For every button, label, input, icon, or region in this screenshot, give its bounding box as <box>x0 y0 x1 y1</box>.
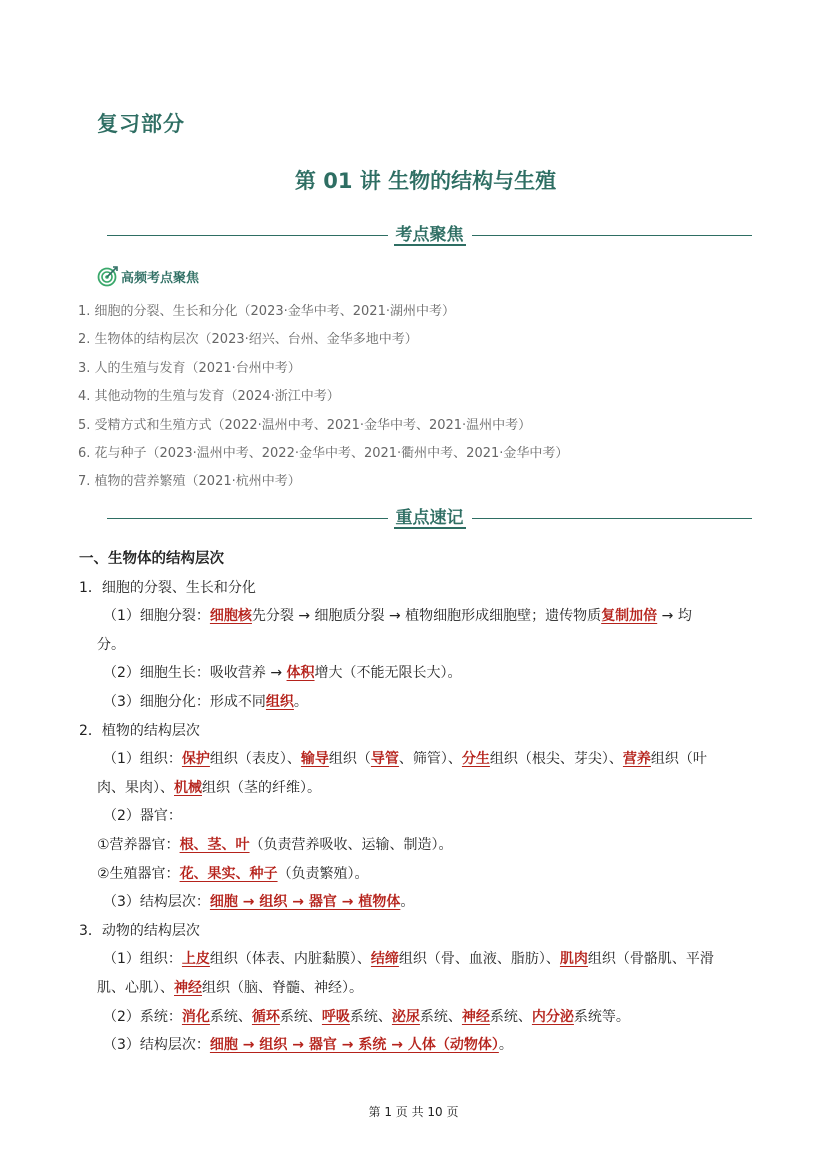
note-text: （3）结构层次： <box>103 1037 210 1054</box>
answer-blank: 上皮 <box>181 951 210 968</box>
note-text: 组织（体表、内脏黏膜）、 <box>209 951 371 968</box>
note-text: （3）结构层次： <box>103 894 210 911</box>
target-icon <box>97 265 119 287</box>
page-footer: 第 1 页 共 10 页 <box>368 1105 459 1119</box>
note-text: → 均 <box>657 608 692 625</box>
note-text: 增大（不能无限长大）。 <box>314 665 462 682</box>
note-line <box>79 688 759 717</box>
section-label: 复习部分 <box>97 112 185 136</box>
answer-blank: 组织 <box>265 693 294 710</box>
part-heading: 一、生物体的结构层次 <box>79 551 224 567</box>
note-text: 系统、 <box>279 1008 322 1025</box>
topic-item: 1. 细胞的分裂、生长和分化（2023·金华中考、2021·湖州中考） <box>78 304 455 319</box>
topic-item: 7. 植物的营养繁殖（2021·杭州中考） <box>78 474 301 490</box>
note-text: （2）系统： <box>103 1008 182 1025</box>
note-text: 。 <box>498 1037 513 1054</box>
note-text: ②生殖器官： <box>97 865 180 882</box>
note-text: 先分裂 → 细胞质分裂 → 植物细胞形成细胞壁；遗传物质 <box>251 608 602 625</box>
note-text: 组织（ <box>328 751 371 768</box>
note-text: （2）细胞生长：吸收营养 → <box>103 665 287 682</box>
answer-blank: 保护 <box>181 751 210 768</box>
note-text: （1）组织： <box>103 951 182 968</box>
note-line <box>79 1031 759 1060</box>
divider-label: 考点聚焦 <box>388 222 472 248</box>
note-text: 组织（脑、脊髓、神经）。 <box>202 979 363 996</box>
note-text: 。 <box>293 693 308 710</box>
note-text: （1）细胞分裂： <box>103 608 210 625</box>
answer-blank: 根、茎、叶 <box>179 836 250 853</box>
answer-blank: 花、果实、种子 <box>179 865 278 882</box>
note-text: 分。 <box>97 636 125 653</box>
answer-blank: 泌尿 <box>391 1008 420 1025</box>
note-text: 、筛管）、 <box>398 751 462 768</box>
note-text: ①营养器官： <box>97 836 180 853</box>
note-text: 。 <box>400 894 415 911</box>
answer-blank: 消化 <box>181 1008 210 1025</box>
subsection-heading: 1．细胞的分裂、生长和分化 <box>79 579 256 596</box>
note-text: 系统、 <box>489 1008 532 1025</box>
answer-blank: 分生 <box>461 751 490 768</box>
note-line <box>79 745 759 774</box>
topic-item: 2. 生物体的结构层次（2023·绍兴、台州、金华多地中考） <box>78 332 418 348</box>
divider-focus <box>107 222 752 248</box>
answer-blank: 循环 <box>251 1008 280 1025</box>
answer-blank: 复制加倍 <box>601 608 658 625</box>
note-text: 肉、果肉）、 <box>97 779 174 796</box>
note-line <box>79 831 759 860</box>
note-text: 系统、 <box>419 1008 462 1025</box>
answer-blank: 导管 <box>370 751 399 768</box>
topic-item: 5. 受精方式和生殖方式（2022·温州中考、2021·金华中考、2021·温州中考） <box>78 417 532 433</box>
note-text: （负责繁殖）。 <box>277 865 369 882</box>
answer-blank: 肌肉 <box>559 951 588 968</box>
answer-blank: 呼吸 <box>321 1008 350 1025</box>
note-line: （2）器官： <box>103 808 182 825</box>
note-line <box>79 602 759 631</box>
note-text: 肌、心肌）、 <box>97 979 174 996</box>
answer-blank: 机械 <box>174 779 202 796</box>
answer-blank: 结缔 <box>370 951 399 968</box>
divider-memory <box>107 505 752 531</box>
notes-body <box>79 545 759 1060</box>
answer-blank: 神经 <box>174 979 202 996</box>
high-frequency-title: 高频考点聚焦 <box>121 270 200 286</box>
note-line <box>79 631 759 660</box>
note-text: 系统、 <box>209 1008 252 1025</box>
answer-blank: 体积 <box>286 665 315 682</box>
topic-list <box>78 298 568 497</box>
note-text: 组织（叶 <box>650 751 707 768</box>
topic-item: 3. 人的生殖与发育（2021·台州中考） <box>78 360 301 376</box>
divider-label: 重点速记 <box>388 505 472 531</box>
topic-item: 6. 花与种子（2023·温州中考、2022·金华中考、2021·衢州中考、2021·金华中考） <box>78 446 569 462</box>
note-text: （3）细胞分化：形成不同 <box>103 693 266 710</box>
note-text: 组织（骨、血液、脂肪）、 <box>398 951 560 968</box>
note-line <box>79 1003 759 1032</box>
answer-blank: 细胞 → 组织 → 器官 → 系统 → 人体（动物体） <box>209 1037 499 1054</box>
answer-blank: 输导 <box>300 751 329 768</box>
note-text: 组织（根尖、芽尖）、 <box>489 751 623 768</box>
answer-blank: 内分泌 <box>531 1008 574 1025</box>
note-line <box>79 659 759 688</box>
note-text: 组织（表皮）、 <box>209 751 301 768</box>
note-text: （负责营养吸收、运输、制造）。 <box>249 836 453 853</box>
note-line <box>79 888 759 917</box>
note-line <box>79 945 759 974</box>
answer-blank: 神经 <box>461 1008 490 1025</box>
answer-blank: 细胞 → 组织 → 器官 → 植物体 <box>209 894 401 911</box>
note-text: 组织（茎的纤维）。 <box>202 779 321 796</box>
note-text: （1）组织： <box>103 751 182 768</box>
high-frequency-heading <box>97 265 199 287</box>
note-line <box>79 974 759 1003</box>
answer-blank: 营养 <box>622 751 651 768</box>
note-text: 组织（骨骼肌、平滑 <box>587 951 714 968</box>
note-text: 系统等。 <box>573 1008 630 1025</box>
note-line <box>79 860 759 889</box>
answer-blank: 细胞核 <box>209 608 252 625</box>
subsection-heading: 3．动物的结构层次 <box>79 922 200 939</box>
document-title: 第 01 讲 生物的结构与生殖 <box>294 169 557 193</box>
topic-item: 4. 其他动物的生殖与发育（2024·浙江中考） <box>78 389 340 405</box>
note-line <box>79 774 759 803</box>
note-text: 系统、 <box>349 1008 392 1025</box>
subsection-heading: 2．植物的结构层次 <box>79 722 200 739</box>
